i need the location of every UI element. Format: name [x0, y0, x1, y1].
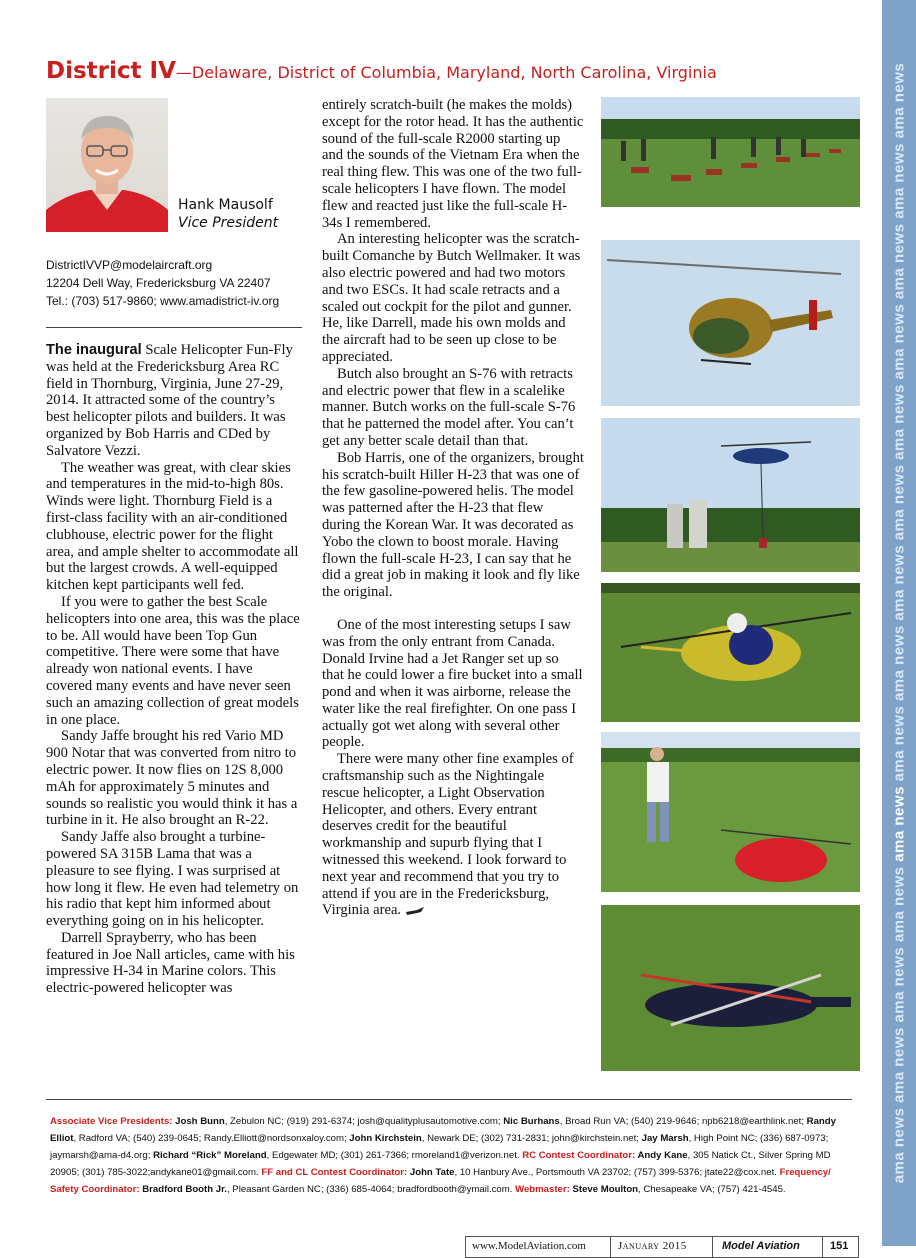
- photo-comanche-helicopter: [601, 240, 860, 406]
- sideband-text-tail: ama news ama news ama news ama news ama news ama news ama news ama news ama news: [890, 62, 908, 782]
- contact-block: [46, 256, 279, 310]
- paragraph: One of the most interesting setups I saw was from the only entrant from Canada. Donald Irvine had a Jet Ranger set up so that he could lower a fire bucket into a small pond and when it was airborne, release the water like the real firefighter. On one pass I actually got wet along with several other people.: [322, 616, 583, 751]
- end-mark-icon: [405, 906, 425, 916]
- photo-blue-s76-helicopter: [601, 905, 860, 1071]
- district-credits: Associate Vice Presidents: Josh Bunn, Zebulon NC; (919) 291-6374; josh@qualityplusautomotive.com; Nic Burhans, Broad Run VA; (540) 219-9646; npb6218@earthlink.net; Randy Elliot, Radford VA; (540) 239-0645; Randy.Elliott@nordsonxaloy.com; John Kirchstein, Newark DE; (302) 731-2831; john@kirchstein.net; Jay Marsh, High Point NC; (336) 687-0973; jaymarsh@ama-d4.org; Richard “Rick” Moreland, Edgewater MD; (301) 261-7366; rmoreland1@verizon.net. RC Contest Coordinator: Andy Kane, 305 Natick Ct., Silver Spring MD 20905; (301) 785-3022;andykane01@gmail.com. FF and CL Contest Coordinator: John Tate, 10 Hanbury Ave., Portsmouth VA 23702; (757) 399-5376; jtate22@cox.net. Frequency/ Safety Coordinator: Bradford Booth Jr., Pleasant Garden NC; (336) 685-4064; bradfordbooth@ymail.com. Webmaster: Steve Moulton, Chesapeake VA; (757) 421-4545.: [50, 1116, 836, 1195]
- article-column-1: [46, 342, 302, 997]
- paragraph: The weather was great, with clear skies and temperatures in the mid-to-high 80s. Winds were light. Thornburg Field is a first-class facility with an air-conditioned clubhouse, electric power for the flight area, and ample shelter to accommodate all but the largest crowds. A well-equipped kitchen kept participants well fed.: [46, 459, 299, 594]
- district-header: [46, 58, 846, 84]
- photo-hiller-helicopter: [601, 583, 860, 722]
- photo-pilot-red-helicopter: [601, 732, 860, 892]
- officer-title: Vice President: [178, 215, 279, 231]
- paragraph: entirely scratch-built (he makes the molds) except for the rotor head. It has the authentic sound of the full-scale R2000 starting up and the sounds of the Vietnam Era when the real thing flew. This was one of the two full-scale helicopters I have flown. The model flew and reacted just like the full-scale H-34s I remembered.: [322, 97, 584, 231]
- divider: [46, 1099, 852, 1100]
- sideband-text-lead: ama news ama news ama news ama news: [890, 866, 908, 1184]
- paragraph: The inaugural Scale Helicopter Fun-Fly was held at the Fredericksburg Area RC field in Thornburg, Virginia, June 27-29, 2014. It attracted some of the country’s best helicopter pilots and builders. It was organized by Bob Harris and CDed by Salvatore Vezzi.: [46, 342, 293, 459]
- lead-in: The inaugural: [46, 342, 142, 358]
- contact-email[interactable]: DistrictIVVP@modelaircraft.org: [46, 258, 213, 272]
- paragraph: Darrell Sprayberry, who has been featured in Joe Nall articles, came with his impressive H-34 in Marine colors. This electric-powered helicopter was: [46, 929, 295, 997]
- contact-address: 12204 Dell Way, Fredericksburg VA 22407: [46, 276, 271, 290]
- footer-date: January 2015: [618, 1240, 687, 1252]
- article-column-2: [322, 97, 584, 919]
- paragraph: Sandy Jaffe brought his red Vario MD 900 Notar that was converted from nitro to electric power. It now flies on 12S 8,000 mAh for approximately 5 minutes and sounds so realistic you would think it has a turbine in it. He also brought an R-22.: [46, 728, 298, 829]
- photo-flight-line: [601, 97, 860, 207]
- photo-firefighter-helicopter: [601, 418, 860, 572]
- contact-tel-web[interactable]: Tel.: (703) 517-9860; www.amadistrict-iv.org: [46, 294, 280, 308]
- officer-name: Hank Mausolf: [178, 197, 273, 213]
- district-title: District IV: [46, 58, 176, 84]
- paragraph: Bob Harris, one of the organizers, brought his scratch-built Hiller H-23 that was one of the few gasoline-powered helis. The model was patterned after the H-23 that flew during the Korean War. It was decorated as Yobo the clown to boost morale. Having flown the full-scale H-23, I can say that he did a great job in making it look and fly like the original.: [322, 449, 584, 601]
- page-footer: [465, 1236, 859, 1258]
- paragraph: If you were to gather the best Scale helicopters into one area, this was the place to be. All would have been Top Gun competitive. There were some that have already won national events. I have covered many events and have never seen such an amazing collection of great models in one place.: [46, 593, 300, 728]
- footer-magazine: Model Aviation: [722, 1240, 800, 1252]
- paragraph: Butch also brought an S-76 with retracts and electric power that flew in a scalelike manner. Butch works on the full-scale S-76 that he patterned the model after. You can’t get any better scale detail than that.: [322, 365, 576, 449]
- sideband-highlight: ama news: [890, 786, 908, 862]
- paragraph: There were many other fine examples of craftsmanship such as the Nightingale rescue helicopter, a Light Observation Helicopter, and others. Every entrant deserves credit for the beautiful workmanship and supurb flying that I witnessed this weekend. I look forward to next year and recommend that you try to attend if you are in the Fredericksburg, Virginia area.: [322, 751, 574, 919]
- paragraph: Sandy Jaffe also brought a turbine-powered SA 315B Lama that was a pleasure to see flying. I was surprised at how long it flew. He even had telemetry on his radio that kept him informed about everything going on in his helicopter.: [46, 829, 299, 930]
- district-states: —Delaware, District of Columbia, Maryland, North Carolina, Virginia: [175, 63, 717, 82]
- officer-portrait: [46, 98, 168, 232]
- paragraph: An interesting helicopter was the scratch-built Comanche by Butch Wellmaker. It was also electric powered and had two motors and two ESCs. It had scale retracts and a scaled out cockpit for the pilot and gunner. He, like Darrell, made his own molds and the aircraft had to be seen up close to be appreciated.: [322, 231, 581, 365]
- divider: [46, 327, 302, 328]
- footer-page-number: 151: [830, 1240, 849, 1252]
- ama-news-sideband: [882, 0, 916, 1246]
- footer-url[interactable]: www.ModelAviation.com: [472, 1240, 586, 1252]
- officer-name-block: [178, 196, 278, 232]
